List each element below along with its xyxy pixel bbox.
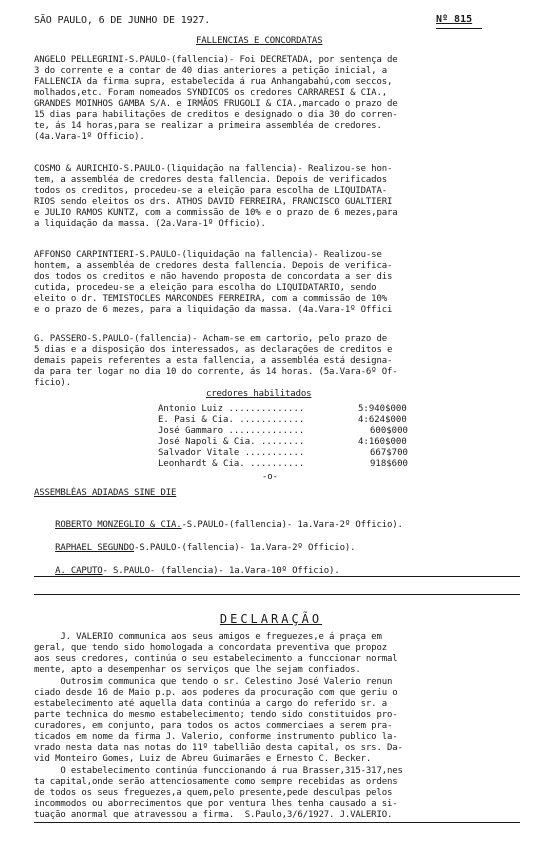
separator-rule (34, 594, 520, 595)
credor-value: 667$700 (370, 448, 408, 458)
credores-title: credores habilitados (206, 389, 312, 399)
entry-line: e o prazo de 6 mezes, para a liquidação da massa. (4a.Vara-1º Offici (34, 305, 393, 315)
entry-line: AFFONSO CARPINTIERI-S.PAULO-(liquidação na fallencia)- Realizou-se (34, 250, 382, 260)
declaracao-line: J. VALERIO communica aos seus amigos e freguezes,e á praça em (34, 632, 382, 642)
declaracao-line: estabelecimento até aquella data continúa a cargo do referido sr. a (34, 699, 387, 709)
bulletin-number: Nº 815 (436, 14, 482, 29)
entry-line: e JULIO RAMOS KUNTZ, com a commissão de 10% e o prazo de 6 mezes,para (34, 208, 398, 218)
declaracao-line: ciado desde 16 de Maio p.p. aos poderes da procuração com que geriu o (34, 688, 398, 698)
credor-name: Leonhardt & Cia. .......... (158, 459, 305, 469)
credor-name: José Napoli & Cia. ........ (158, 437, 305, 447)
entry-line: a liquidação da massa. (2a.Vara-1º Officio). (34, 219, 266, 229)
assembleia-item (34, 556, 340, 586)
entry-line: te, ás 14 horas,para se realizar a primeira assembléa de credores. (34, 121, 382, 131)
declaracao-line: aos seus credores, continúa o seu estabelecimento a funccionar normal (34, 654, 398, 664)
credor-value: 4:624$000 (358, 415, 407, 425)
entry-line: 5 dias e a disposição dos interessados, as declarações de creditos e (34, 345, 393, 355)
bottom-rule (34, 822, 520, 823)
entry-line: COSMO & AURICHIO-S.PAULO-(liquidação na fallencia)- Realizou-se hon- (34, 164, 393, 174)
entry-line: ANGELO PELLEGRINI-S.PAULO-(fallencia)- Foi DECRETADA, por sentença de (34, 55, 398, 65)
credor-name: E. Pasi & Cia. ............ (158, 415, 305, 425)
entry-line: hontem, a assembléa de credores desta fallencia. Depois de verifica- (34, 261, 393, 271)
entry-line: molhados,etc. Foram nomeados SYNDICOS os credores CARRARESI & CIA., (34, 88, 387, 98)
entry-line: 15 dias para habilitações de creditos e designado o dia 30 do corren- (34, 110, 398, 120)
assembleia-rest: -S.PAULO-(fallencia)- 1a.Vara-2º Officio). (134, 543, 356, 553)
declaracao-line: geral, que tendo sido homologada a concordata preventiva que propoz (34, 643, 387, 653)
entry-line: dos todos os creditos e não havendo proposta de concordata a ser dis (34, 272, 393, 282)
entry-line: demais papeis referentes a esta fallencia, a assembléa está designa- (34, 356, 393, 366)
credor-value: 4:160$000 (358, 437, 407, 447)
declaracao-line: tuação anormal que atravessou a firma. S.Paulo,3/6/1927. J.VALERIO. (34, 810, 393, 820)
declaracao-line: de todos os seus freguezes,a quem,pelo presente,pede desculpas pelos (34, 788, 393, 798)
entry-line: 3 do corrente e a contar de 40 dias anteriores a petição inicial, a (34, 66, 387, 76)
credor-value: 5:940$000 (358, 404, 407, 414)
entry-line: tem, a assembléa de credores desta fallencia. Depois de verificados (34, 175, 387, 185)
declaracao-title: DECLARAÇÃO (219, 612, 323, 626)
separator-rule (34, 576, 520, 577)
declaracao-line: parte technica do mesmo estabelecimento; tendo sido constituidos pro- (34, 710, 398, 720)
declaracao-line: curadores, em conjunto, para todos os actos commerciaes a serem pra- (34, 721, 393, 731)
declaracao-line: vid Monteiro Gomes, Luiz de Abreu Guimarães e Ernesto C. Becker. (34, 754, 372, 764)
entry-line: todos os creditos, procedeu-se a eleição para escolha de LIQUIDATA- (34, 186, 387, 196)
header-date: SÃO PAULO, 6 DE JUNHO DE 1927. (34, 15, 211, 26)
entry-line: eleito o dr. TEMISTOCLES MARCONDES FERREIRA, com a commissão de 10% (34, 294, 387, 304)
section-title: FALLENCIAS E CONCORDATAS (196, 36, 323, 46)
declaracao-line: mente, apto a desempenhar os serviços que lhe sejam confiados. (34, 665, 361, 675)
end-mark: -o- (262, 472, 278, 482)
credor-name: Salvador Vitale ........... (158, 448, 305, 458)
entry-line: ficio). (34, 378, 71, 388)
entry-line: G. PASSERO-S.PAULO-(fallencia)- Acham-se em cartorio, pelo prazo de (34, 334, 387, 344)
credor-value: 918$600 (370, 459, 408, 469)
assembleia-name: A. CAPUTO (55, 566, 103, 576)
credor-name: José Gammaro .............. (158, 426, 305, 436)
credor-name: Antonio Luiz .............. (158, 404, 305, 414)
entry-line: (4a.Vara-1º Officio). (34, 132, 145, 142)
declaracao-line: ta capital,onde serão attenciosamente como sempre recebidas as ordens (34, 777, 398, 787)
credor-value: 600$000 (370, 426, 408, 436)
declaracao-line: ticados em nome da firma J. Valerio, conforme instrumento publico la- (34, 732, 398, 742)
declaracao-line: O estabelecimento continúa funccionando á rua Brasser,315-317,nes (34, 766, 403, 776)
assembleia-rest: - S.PAULO- (fallencia)- 1a.Vara-10º Officio). (102, 566, 340, 576)
assembleia-name: ROBERTO MONZEGLIO & CIA. (55, 520, 182, 530)
entry-line: cutida, procedeu-se a eleição para escolha do LIQUIDATARIO, sendo (34, 283, 377, 293)
assembleias-title: ASSEMBLÉAS ADIADAS SINE DIE (34, 488, 177, 498)
declaracao-line: incommodos ou aborrecimentos que por ventura lhes tenha causado a si- (34, 799, 398, 809)
entry-line: GRANDES MOINHOS GAMBA S/A. e IRMÃOS FRUGOLI & CIA.,marcado o prazo de (34, 99, 398, 109)
entry-line: RIOS sendo eleitos os drs. ATHOS DAVID FERREIRA, FRANCISCO GUALTIERI (34, 197, 393, 207)
entry-line: da para ter logar no dia 10 do corrente, ás 14 horas. (5a.Vara-6º Of- (34, 367, 398, 377)
entry-line: FALLENCIA da firma supra, estabelecida á rua Anhangabahú,com seccos, (34, 77, 393, 87)
declaracao-line: Outrosim communica que tendo o sr. Celestino José Valerio renun (34, 677, 393, 687)
assembleia-name: RAPHAEL SEGUNDO (55, 543, 135, 553)
assembleia-rest: -S.PAULO-(fallencia)- 1a.Vara-2º Officio). (181, 520, 403, 530)
declaracao-line: vrado nesta data nas notas do 11º tabellião desta capital, os srs. Da- (34, 743, 403, 753)
